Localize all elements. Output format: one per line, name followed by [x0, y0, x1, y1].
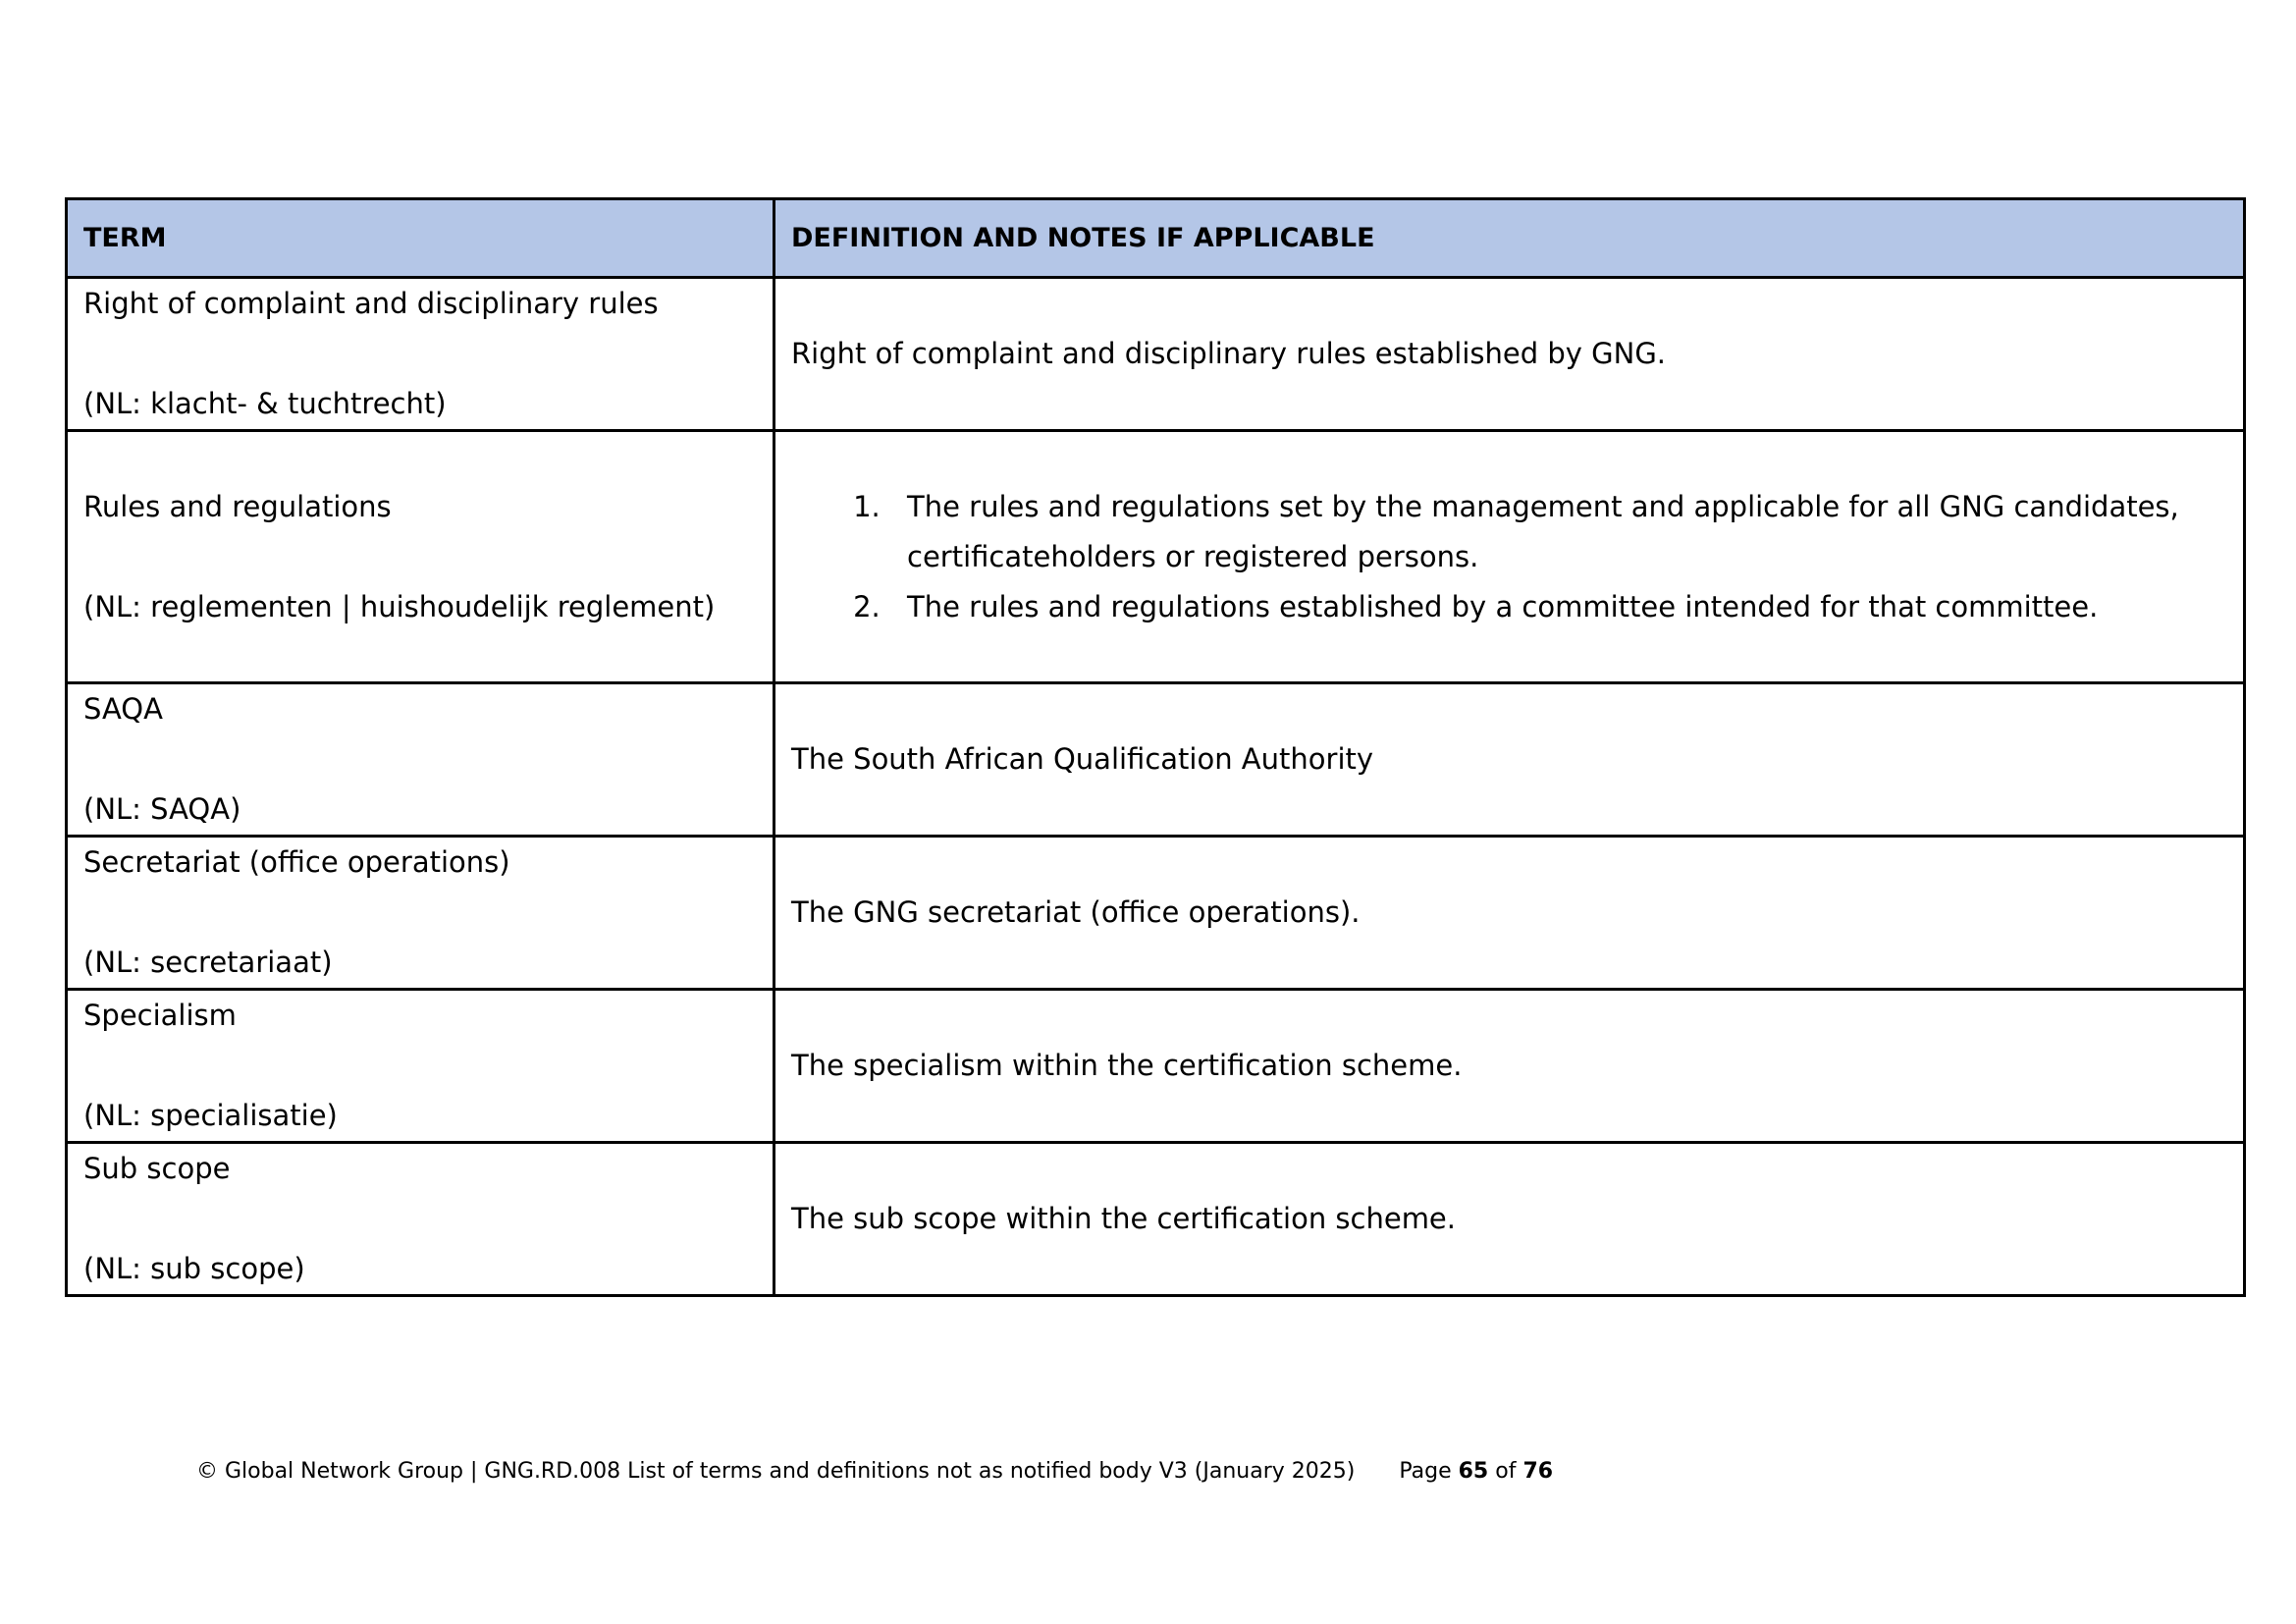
- definition-list: [791, 482, 2227, 632]
- table-header-row: [67, 199, 2245, 278]
- term-name: SAQA: [83, 692, 163, 726]
- term-cell: [67, 431, 774, 683]
- header-term: TERM: [67, 199, 774, 278]
- table-row: [67, 431, 2245, 683]
- page-footer: [196, 1459, 1553, 1484]
- term-name: Rules and regulations: [83, 489, 392, 523]
- header-definition: DEFINITION AND NOTES IF APPLICABLE: [774, 199, 2245, 278]
- definition-cell: [774, 683, 2245, 837]
- table-row: [67, 278, 2245, 431]
- term-cell: [67, 1143, 774, 1296]
- definition-cell: [774, 431, 2245, 683]
- term-dutch: (NL: reglementen | huishoudelijk reglement): [83, 589, 716, 623]
- definition-text: The sub scope within the certification scheme.: [791, 1202, 1456, 1235]
- term-cell: [67, 837, 774, 990]
- table-row: [67, 990, 2245, 1143]
- table-row: [67, 683, 2245, 837]
- definition-text: The South African Qualification Authority: [791, 742, 1374, 776]
- term-name: Right of complaint and disciplinary rules: [83, 287, 659, 320]
- term-name: Sub scope: [83, 1152, 231, 1185]
- term-dutch: (NL: specialisatie): [83, 1099, 338, 1132]
- definition-cell: [774, 837, 2245, 990]
- page-number: [1399, 1459, 1553, 1484]
- page-of: of: [1495, 1459, 1517, 1484]
- term-cell: [67, 990, 774, 1143]
- definition-cell: [774, 278, 2245, 431]
- term-dutch: (NL: klacht- & tuchtrecht): [83, 387, 447, 420]
- definition-list-item: 2. The rules and regulations established by a committee intended for that committee.: [889, 582, 2227, 632]
- footer-document-line: © Global Network Group | GNG.RD.008 List of terms and definitions not as notified body V3 (January 2025): [196, 1459, 1356, 1484]
- terms-table: [65, 197, 2246, 1297]
- page-total: 76: [1522, 1459, 1554, 1484]
- table-row: [67, 1143, 2245, 1296]
- term-cell: [67, 683, 774, 837]
- page-current: 65: [1458, 1459, 1489, 1484]
- definition-text: The specialism within the certification scheme.: [791, 1049, 1463, 1082]
- table-row: [67, 837, 2245, 990]
- definition-text: The GNG secretariat (office operations).: [791, 895, 1361, 929]
- term-dutch: (NL: SAQA): [83, 792, 241, 826]
- definition-list-item: 1. The rules and regulations set by the management and applicable for all GNG candidates, certificateholders or registered persons.: [889, 482, 2227, 582]
- term-dutch: (NL: sub scope): [83, 1252, 305, 1285]
- term-name: Secretariat (office operations): [83, 845, 510, 879]
- term-name: Specialism: [83, 999, 237, 1032]
- term-cell: [67, 278, 774, 431]
- definition-text: Right of complaint and disciplinary rules established by GNG.: [791, 337, 1667, 370]
- definition-cell: [774, 990, 2245, 1143]
- term-dutch: (NL: secretariaat): [83, 946, 333, 979]
- definition-cell: [774, 1143, 2245, 1296]
- page-label: Page: [1399, 1459, 1452, 1484]
